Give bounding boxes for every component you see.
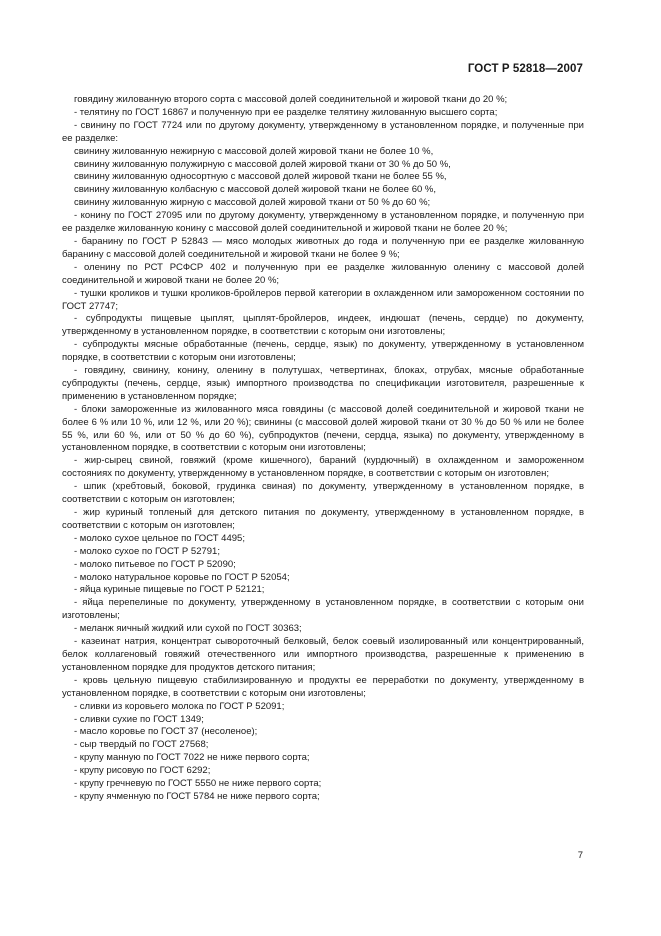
list-item: - субпродукты пищевые цыплят, цыплят-бройлеров, индеек, индюшат (печень, сердце) по документу, утвержденному в установленном порядке, в соответствии с которым они изготовлены; bbox=[62, 313, 584, 338]
page-number: 7 bbox=[577, 850, 583, 861]
list-item: - свинину по ГОСТ 7724 или по другому документу, утвержденному в установленном порядке, и полученные при ее разделке: bbox=[62, 119, 584, 144]
list-item: - сливки сухие по ГОСТ 1349; bbox=[74, 713, 204, 725]
list-item: - сливки из коровьего молока по ГОСТ Р 52091; bbox=[74, 700, 285, 712]
list-item: - яйца перепелиные по документу, утвержденному в установленном порядке, в соответствии с которым они изготовлены; bbox=[62, 597, 584, 622]
list-item: - субпродукты мясные обработанные (печень, сердце, язык) по документу, утвержденному в установленном порядке, в соответствии с которым они изготовлены; bbox=[62, 339, 584, 364]
document-header: ГОСТ Р 52818—2007 bbox=[467, 63, 583, 75]
list-item: - крупу манную по ГОСТ 7022 не ниже первого сорта; bbox=[74, 752, 310, 764]
list-item: - баранину по ГОСТ Р 52843 — мясо молодых животных до года и полученную при ее разделке жилованную баранину с массовой долей соединительной и жировой ткани не более 9 %; bbox=[62, 235, 584, 260]
list-item: - жир куриный топленый для детского питания по документу, утвержденному в установленном порядке, в соответствии с которым он изготовлен; bbox=[62, 507, 584, 531]
list-item: - крупу гречневую по ГОСТ 5550 не ниже первого сорта; bbox=[74, 778, 322, 790]
list-item: - меланж яичный жидкий или сухой по ГОСТ 30363; bbox=[74, 623, 302, 635]
list-item: - сыр твердый по ГОСТ 27568; bbox=[74, 739, 209, 751]
list-item: - крупу рисовую по ГОСТ 6292; bbox=[74, 765, 211, 777]
list-item: - жир-сырец свиной, говяжий (кроме кишечного), бараний (курдючный) в охлажденном и замороженном состояниях по документу, утвержденному в установленном порядке, в соответствии с которым он изготовлен; bbox=[62, 455, 584, 480]
list-item: - кровь цельную пищевую стабилизированную и продукты ее переработки по документу, утвержденному в установленном порядке, в соответствии с которым они изготовлены; bbox=[62, 674, 584, 699]
list-item: - крупу ячменную по ГОСТ 5784 не ниже первого сорта; bbox=[74, 790, 320, 802]
sub-item: свинину жилованную полужирную с массовой долей жировой ткани от 30 % до 50 %, bbox=[74, 158, 451, 170]
sub-item: свинину жилованную нежирную с массовой долей жировой ткани не более 10 %, bbox=[74, 145, 434, 157]
list-item: - телятину по ГОСТ 16867 и полученную при ее разделке телятину жилованную высшего сорта; bbox=[74, 106, 498, 118]
list-item: - конину по ГОСТ 27095 или по другому документу, утвержденному в установленном порядке, и полученную при ее разделке жилованную конину с массовой долей соединительной и жировой ткани не более 20 %; bbox=[62, 210, 584, 235]
list-item: - говядину, свинину, конину, оленину в полутушах, четвертинах, блоках, отрубах, мясные обработанные субпродукты (печень, сердце, язык) импортного производства по спецификации изготовителя, разрешенные к применению в установленном порядке; bbox=[62, 365, 584, 402]
sub-item: свинину жилованную односортную с массовой долей жировой ткани не более 55 %, bbox=[74, 171, 447, 183]
list-item: говядину жилованную второго сорта с массовой долей соединительной и жировой ткани до 20 %; bbox=[74, 94, 508, 105]
list-item: - масло коровье по ГОСТ 37 (несоленое); bbox=[74, 726, 258, 738]
list-item: - молоко сухое цельное по ГОСТ 4495; bbox=[74, 532, 245, 544]
document-body bbox=[62, 94, 584, 804]
sub-item: свинину жилованную жирную с массовой долей жировой ткани от 50 % до 60 %; bbox=[74, 197, 431, 209]
list-item: - блоки замороженные из жилованного мяса говядины (с массовой долей соединительной и жировой ткани не более 6 % или 10 %, или 12 %, или 20 %); свинины (с массовой долей жировой ткани от 30 % до 50 % или не более 55 %, или 60 %, или от 50 % до 60 %), субпродуктов (печени, сердца, языка) по документу, утвержденному в установленном порядке, в соответствии с которым они изготовлены; bbox=[62, 403, 584, 454]
list-item: - яйца куриные пищевые по ГОСТ Р 52121; bbox=[74, 584, 265, 596]
list-item: - тушки кроликов и тушки кроликов-бройлеров первой категории в охлажденном или замороженном состоянии по ГОСТ 27747; bbox=[62, 287, 584, 312]
list-item: - оленину по РСТ РСФСР 402 и полученную при ее разделке жилованную оленину с массовой долей соединительной и жировой ткани не более 20 %; bbox=[62, 261, 584, 286]
list-item: - казеинат натрия, концентрат сывороточный белковый, белок соевый изолированный или концентрированный, белок коллагеновый говяжий отечественного или импортного производства, разрешенные к применению в установленном порядке для продуктов детского питания; bbox=[62, 636, 584, 673]
list-item: - молоко питьевое по ГОСТ Р 52090; bbox=[74, 558, 236, 570]
list-item: - молоко сухое по ГОСТ Р 52791; bbox=[74, 545, 220, 557]
list-item: - шпик (хребтовый, боковой, грудинка свиная) по документу, утвержденному в установленном порядке, в соответствии с которым он изготовлен; bbox=[62, 481, 584, 506]
sub-item: свинину жилованную колбасную с массовой долей жировой ткани не более 60 %, bbox=[74, 184, 436, 196]
list-item: - молоко натуральное коровье по ГОСТ Р 52054; bbox=[74, 571, 290, 583]
